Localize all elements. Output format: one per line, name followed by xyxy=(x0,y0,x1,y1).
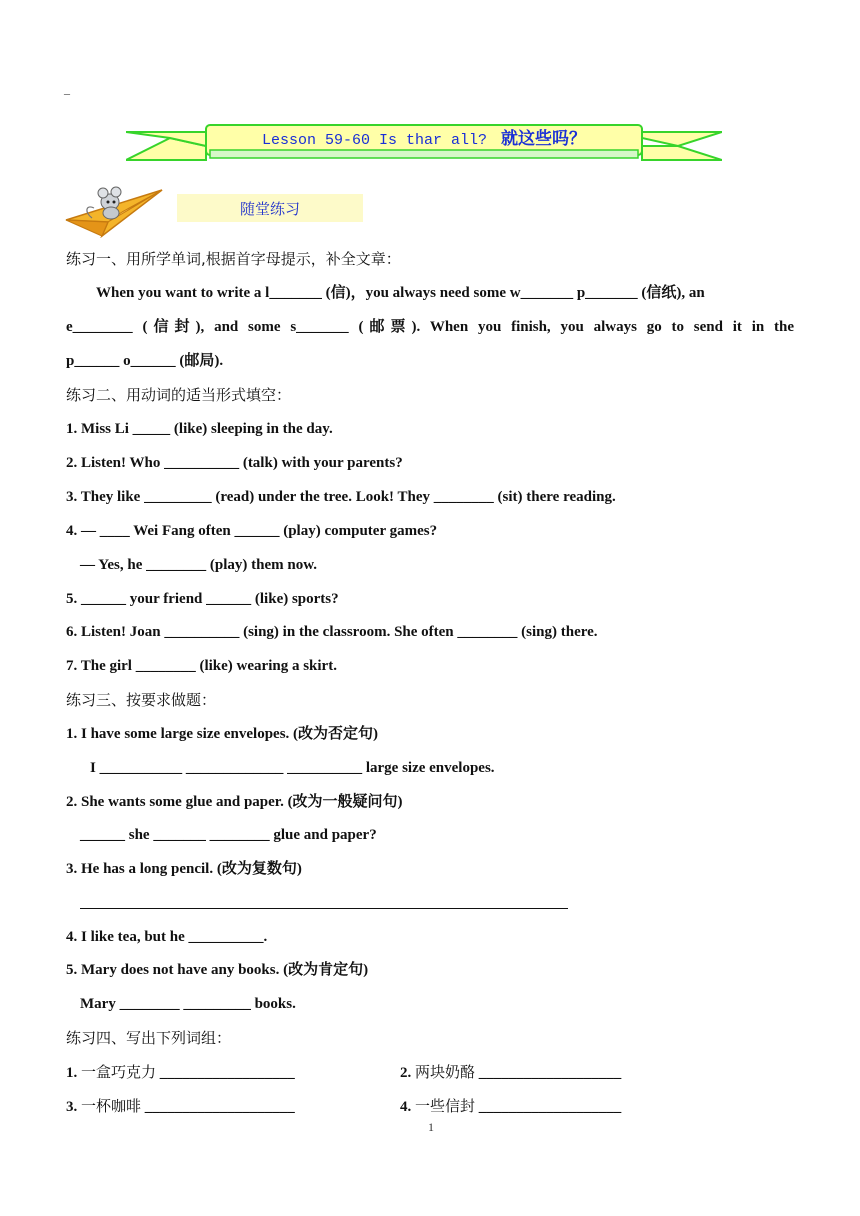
mouse-paper-plane-icon xyxy=(62,182,172,238)
ex4-item-blank: __________________ xyxy=(159,1065,295,1081)
ex4-item-text: 一些信封 xyxy=(415,1097,476,1115)
ex1-line-1: When you want to write a l_______ (信)，you always need some w_______ p_______ (信纸), an xyxy=(96,285,705,301)
ex4-item-text: 一盒巧克力 xyxy=(81,1063,157,1081)
ex3-item: 2. She wants some glue and paper. (改为一般疑问句) xyxy=(66,794,403,810)
lesson-title-chinese: 就这些吗？ xyxy=(501,129,587,149)
ex4-item-blank: ____________________ xyxy=(144,1099,295,1115)
ex4-item-text: 两块奶酪 xyxy=(415,1063,476,1081)
ex4-item-text: 一杯咖啡 xyxy=(81,1097,142,1115)
ex3-item: 3. He has a long pencil. (改为复数句) xyxy=(66,861,302,877)
ex2-item: 7. The girl ________ (like) wearing a skirt. xyxy=(66,658,337,674)
lesson-title-english: Lesson 59-60 Is thar all? xyxy=(261,132,488,149)
practice-label: 随堂练习 xyxy=(177,194,363,222)
ex3-answer-line: I ___________ _____________ __________ large size envelopes. xyxy=(90,760,495,776)
ex4-item xyxy=(400,1096,621,1117)
ex2-item: 1. Miss Li _____ (like) sleeping in the day. xyxy=(66,421,333,437)
ex3-answer-line: ______ she _______ ________ glue and paper? xyxy=(80,827,377,843)
ex4-item-blank: ___________________ xyxy=(478,1099,622,1115)
header-mark: _ xyxy=(64,82,70,96)
ex4-item-number: 3. xyxy=(66,1099,78,1115)
ex2-heading: 练习二、用动词的适当形式填空： xyxy=(66,386,292,404)
ex3-writing-line xyxy=(80,908,568,909)
ex4-heading: 练习四、写出下列词组： xyxy=(66,1029,232,1047)
ex2-item: 2. Listen! Who __________ (talk) with your parents? xyxy=(66,455,403,471)
ex2-item: 3. They like _________ (read) under the tree. Look! They ________ (sit) there reading. xyxy=(66,489,616,505)
ex4-item-blank: ___________________ xyxy=(478,1065,622,1081)
ex4-item-number: 1. xyxy=(66,1065,78,1081)
ex1-line-2: e________ (信封), and some s_______ (邮票). When you finish, you always go to send it in the xyxy=(66,319,794,335)
ex4-item-number: 4. xyxy=(400,1099,412,1115)
page-number: 1 xyxy=(428,1120,434,1134)
ex1-line-3: p______ o______ (邮局). xyxy=(66,353,224,369)
ex3-item: 4. I like tea, but he __________. xyxy=(66,929,268,945)
ex2-item: 5. ______ your friend ______ (like) sports? xyxy=(66,591,339,607)
ex4-item-number: 2. xyxy=(400,1065,412,1081)
ex3-item: 1. I have some large size envelopes. (改为否定句) xyxy=(66,726,379,742)
ex1-heading: 练习一、用所学单词,根据首字母提示，补全文章： xyxy=(66,250,401,268)
ex3-heading: 练习三、按要求做题： xyxy=(66,691,217,709)
ex2-item: 4. — ____ Wei Fang often ______ (play) computer games? xyxy=(66,523,438,539)
ex2-item: 6. Listen! Joan __________ (sing) in the classroom. She often ________ (sing) there. xyxy=(66,624,598,640)
title-banner xyxy=(126,124,722,166)
ex2-item: — Yes, he ________ (play) them now. xyxy=(80,557,317,573)
ex4-item xyxy=(400,1062,621,1083)
ex4-item xyxy=(66,1062,295,1083)
ex3-answer-line: Mary ________ _________ books. xyxy=(80,996,296,1012)
lesson-title xyxy=(206,124,642,154)
ex4-item xyxy=(66,1096,295,1117)
ex3-item: 5. Mary does not have any books. (改为肯定句) xyxy=(66,962,369,978)
